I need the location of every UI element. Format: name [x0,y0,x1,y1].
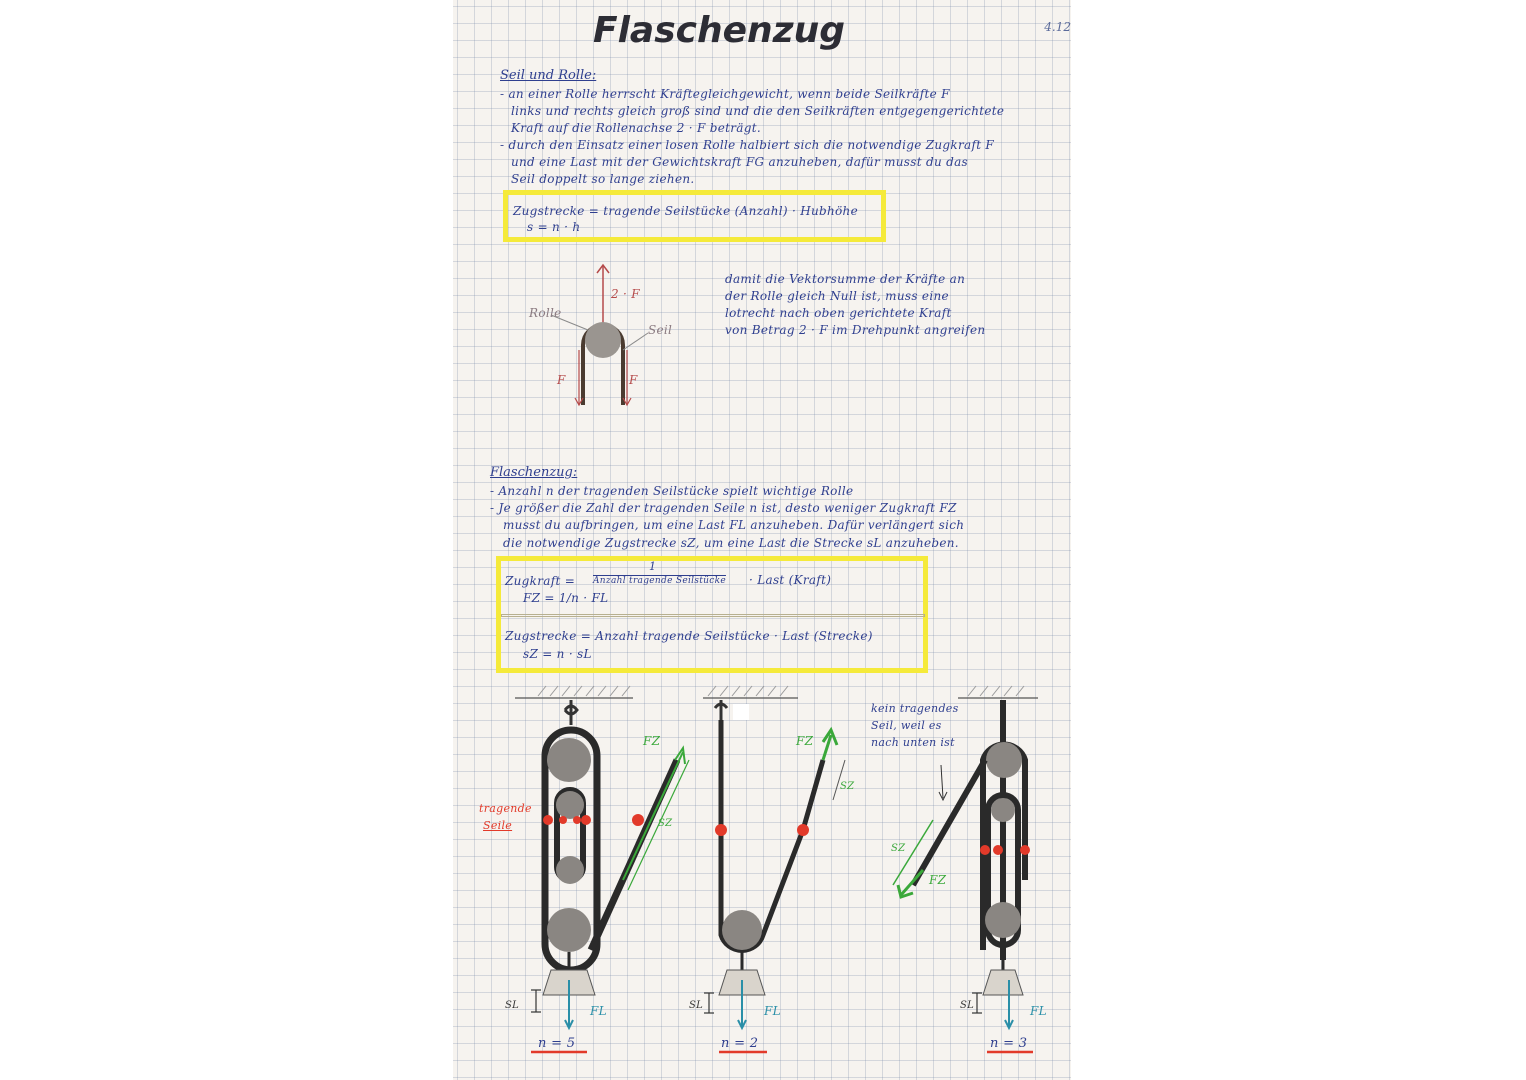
label-tragende: tragende [479,802,532,815]
formula-numerator: 1 [649,560,657,573]
formula-row: Zugstrecke = tragende Seilstücke (Anzahl) · Hubhöhe [513,204,858,218]
formula-fraction-denominator: Anzahl tragende Seilstücke [593,576,726,586]
label-fz: FZ [643,734,661,748]
formula-row: s = n · h [527,220,581,234]
label-fz: FZ [796,734,814,748]
label-fl: FL [590,1004,607,1018]
formula-zugkraft-row2: FZ = 1/n · FL [523,591,609,605]
formula-zugkraft-right: · Last (Kraft) [749,573,832,587]
text-line: - durch den Einsatz einer losen Rolle halbiert sich die notwendige Zugkraft F [500,138,995,152]
text-line: - an einer Rolle herrscht Kräftegleichgewicht, wenn beide Seilkräfte F [500,87,950,101]
label-force-right: F [629,373,638,387]
label-seil: Seil [648,323,673,337]
label-n-value: n = 3 [990,1036,1028,1051]
pulley-system-n5 [531,700,689,1052]
label-force-left: F [557,373,566,387]
label-sl: SL [960,1000,975,1011]
text-line: - Anzahl n der tragenden Seilstücke spielt wichtige Rolle [490,484,854,498]
text-line: Kraft auf die Rollenachse 2 · F beträgt. [511,121,761,135]
note-line: damit die Vektorsumme der Kräfte an [725,272,966,286]
pulley-systems-drawing [453,680,1071,1080]
label-sz: SZ [840,781,855,792]
label-sl: SL [505,1000,520,1011]
label-sz: SZ [891,843,906,854]
formula-zugstrecke-row2: sZ = n · sL [523,647,592,661]
note-line: nach unten ist [871,736,955,749]
label-fz: FZ [929,873,947,887]
label-n-value: n = 2 [721,1036,759,1051]
section-heading-flaschenzug: Flaschenzug: [490,465,578,480]
notebook-page [453,0,1071,1080]
note-line: lotrecht nach oben gerichtete Kraft [725,306,952,320]
label-seile: Seile [483,819,513,832]
text-line: links und rechts gleich groß sind und die den Seilkräften entgegengerichtete [511,104,1005,118]
text-line: Seil doppelt so lange ziehen. [511,172,695,186]
section-heading-seil-und-rolle: Seil und Rolle: [500,68,597,83]
label-sl: SL [689,1000,704,1011]
label-fl: FL [1030,1004,1047,1018]
note-line: Seil, weil es [871,719,942,732]
note-line: der Rolle gleich Null ist, muss eine [725,289,949,303]
label-force-up: 2 · F [611,287,640,301]
text-line: - Je größer die Zahl der tragenden Seile n ist, desto weniger Zugkraft FZ [490,501,957,515]
text-line: die notwendige Zugstrecke sZ, um eine Last die Strecke sL anzuheben. [503,536,959,550]
page-number: 4.12 [1044,20,1071,34]
text-line: musst du aufbringen, um eine Last FL anzuheben. Dafür verlängert sich [503,518,965,532]
label-n-value: n = 5 [538,1036,576,1051]
label-fl: FL [764,1004,781,1018]
page-title: Flaschenzug [593,10,846,51]
pulley-system-n2 [704,700,845,1052]
formula-zugkraft-left: Zugkraft = [505,574,576,588]
label-sz: SZ [658,818,673,829]
formula-divider [501,614,925,617]
note-line: kein tragendes [871,702,959,715]
note-line: von Betrag 2 · F im Drehpunkt angreifen [725,323,986,337]
label-rolle: Rolle [529,306,562,320]
text-line: und eine Last mit der Gewichtskraft FG anzuheben, dafür musst du das [511,155,968,169]
formula-zugstrecke-row1: Zugstrecke = Anzahl tragende Seilstücke · Last (Strecke) [505,629,873,643]
